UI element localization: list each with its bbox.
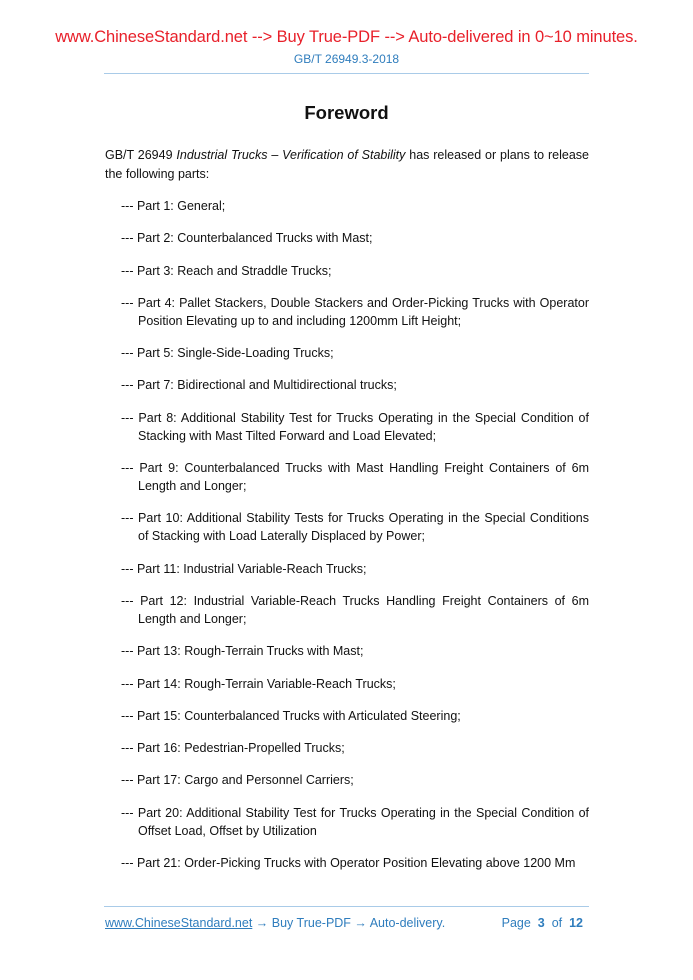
page-number [502, 916, 583, 930]
part-item-1: --- Part 1: General; [121, 199, 226, 213]
intro-paragraph [105, 146, 589, 183]
part-item-2: --- Part 2: Counterbalanced Trucks with Mast; [121, 231, 373, 246]
intro-suffix: has released or plans to release the following parts: [105, 148, 589, 181]
header-divider [104, 73, 589, 74]
page-of: of [551, 916, 563, 930]
part-item-12: --- Part 12: Industrial Variable-Reach Trucks Handling Freight Containers of 6m Length and Longer; [121, 593, 589, 626]
part-item-10: --- Part 10: Additional Stability Tests for Trucks Operating in the Special Conditions of Stacking with Load Laterally Displaced by Power; [121, 511, 589, 544]
intro-prefix: GB/T 26949 [105, 148, 177, 162]
page-current: 3 [537, 916, 545, 930]
footer-site-link[interactable]: www.ChineseStandard.net [105, 916, 253, 930]
part-item-7: --- Part 7: Bidirectional and Multidirectional trucks; [121, 378, 397, 393]
parts-list [121, 197, 589, 886]
part-item-13: --- Part 13: Rough-Terrain Trucks with Mast; [121, 644, 364, 659]
part-item-15: --- Part 15: Counterbalanced Trucks with Articulated Steering; [121, 708, 461, 723]
part-item-21: --- Part 21: Order-Picking Trucks with Operator Position Elevating above 1200 Mm [121, 856, 576, 871]
page-label: Page [501, 916, 531, 930]
standard-title: Industrial Trucks – Verification of Stability [176, 148, 406, 162]
part-item-11: --- Part 11: Industrial Variable-Reach Trucks; [121, 561, 367, 576]
part-item-20: --- Part 20: Additional Stability Test for Trucks Operating in the Special Condition of Offset Load, Offset by Utilization [121, 805, 589, 838]
part-item-8: --- Part 8: Additional Stability Test for Trucks Operating in the Special Condition of Stacking with Mast Tilted Forward and Load Elevated; [121, 410, 589, 443]
footer-promo-tail: → Buy True-PDF → Auto-delivery. [252, 916, 446, 930]
part-item-3: --- Part 3: Reach and Straddle Trucks; [121, 263, 332, 278]
part-item-4: --- Part 4: Pallet Stackers, Double Stackers and Order-Picking Trucks with Operator Position Elevating up to and including 1200mm Lift Height; [121, 295, 589, 328]
part-item-17: --- Part 17: Cargo and Personnel Carriers; [121, 773, 354, 788]
part-item-14: --- Part 14: Rough-Terrain Variable-Reach Trucks; [121, 676, 396, 691]
standard-number: GB/T 26949.3-2018 [293, 52, 400, 66]
page-title: Foreword [304, 102, 389, 123]
footer-promo [105, 916, 445, 930]
part-item-5: --- Part 5: Single-Side-Loading Trucks; [121, 346, 334, 361]
page-total: 12 [569, 916, 583, 930]
part-item-9: --- Part 9: Counterbalanced Trucks with Mast Handling Freight Containers of 6m Length and Longer; [121, 461, 589, 494]
header-promo-banner: www.ChineseStandard.net --> Buy True-PDF --> Auto-delivered in 0~10 minutes. [55, 28, 638, 46]
part-item-16: --- Part 16: Pedestrian-Propelled Trucks; [121, 741, 345, 756]
footer-divider [104, 906, 589, 907]
